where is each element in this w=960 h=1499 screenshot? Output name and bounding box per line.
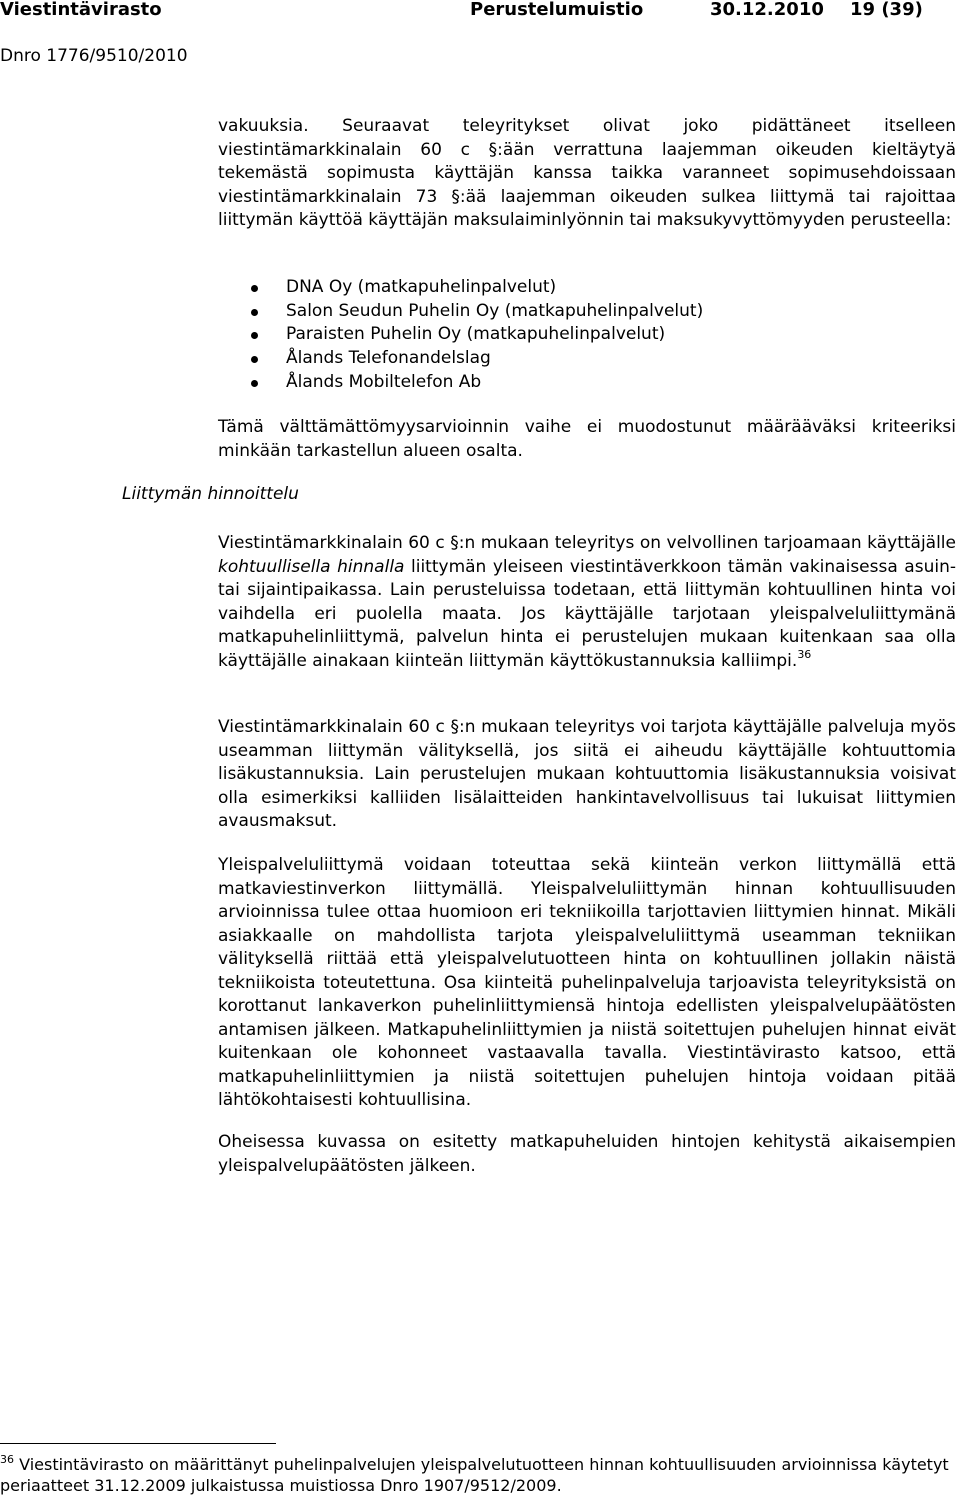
body-column-top: [218, 115, 956, 233]
page-header: [0, 0, 960, 20]
list-item: Salon Seudun Puhelin Oy (matkapuhelinpalvelut): [218, 300, 703, 324]
section-heading: Liittymän hinnoittelu: [122, 484, 299, 504]
intro-paragraph: vakuuksia. Seuraavat teleyritykset olivat joko pidättäneet itselleen viestintämarkkinalain 60 c §:ään verrattuna laajemman oikeuden kieltäytyä tekemästä sopimusta käyttäjän kanssa taikka varanneet sopimusehdoissaan viestintämarkkinalain 73 §:ää laajemman oikeuden sulkea liittymä tai rajoittaa liittymän käyttöä käyttäjän maksulaiminlyönnin tai maksukyvyttömyyden perusteella:: [218, 116, 956, 230]
header-organization: Viestintävirasto: [0, 0, 162, 20]
operator-list: [218, 276, 703, 395]
footnote-reference[interactable]: 36: [797, 647, 812, 661]
list-item: Paraisten Puhelin Oy (matkapuhelinpalvelut): [218, 323, 703, 347]
document-reference-number: Dnro 1776/9510/2010: [0, 46, 188, 66]
list-item: DNA Oy (matkapuhelinpalvelut): [218, 276, 703, 300]
footnote-text: Viestintävirasto on määrittänyt puhelinpalvelujen yleispalvelutuotteen hinnan kohtuullisuuden arvioinnissa käytetyt periaatteet 31.12.2009 julkaistussa muistiossa Dnro 1907/9512/2009.: [0, 1455, 949, 1495]
footnote-separator: [0, 1443, 276, 1444]
footnote-number: 36: [0, 1452, 14, 1466]
para1-text-after: liittymän yleiseen viestintäverkkoon tämän vakinaisessa asuin- tai sijaintipaikassa. Lain perusteluissa todetaan, että liittymän kohtuullinen hinta voi vaihdella eri puolella maata. Jos käyttäjälle tarjotaan yleispalveluliittymänä matkapuhelinliittymä, palvelun hinta ei perustelujen mukaan kuitenkaan saa olla käyttäjälle ainakaan kiinteän liittymän käyttökustannuksia kalliimpi.: [218, 556, 956, 671]
list-item: Ålands Telefonandelslag: [218, 347, 703, 371]
conclusion-block: [218, 416, 956, 463]
list-item: Ålands Mobiltelefon Ab: [218, 371, 703, 395]
para2-text: Viestintämarkkinalain 60 c §:n mukaan teleyritys voi tarjota käyttäjälle palveluja myös useamman liittymän välityksellä, jos siitä ei aiheudu käyttäjälle kohtuuttomia lisäkustannuksia. Lain perustelujen mukaan kohtuuttomia lisäkustannuksia voisivat olla esimerkiksi kalliiden lisälaitteiden hankintavelvollisuus tai lukuisat liittymien avausmaksut.: [218, 717, 956, 831]
pricing-paragraph-1: [218, 532, 956, 673]
para1-emphasis: kohtuullisella hinnalla: [218, 556, 405, 577]
pricing-paragraph-2: [218, 716, 956, 834]
para1-text-before: Viestintämarkkinalain 60 c §:n mukaan teleyritys on velvollinen tarjoamaan käyttäjälle: [218, 533, 956, 553]
header-document-type: Perustelumuistio: [470, 0, 644, 20]
pricing-paragraph-3: [218, 854, 956, 1113]
para3-text: Yleispalveluliittymä voidaan toteuttaa sekä kiinteän verkon liittymällä että matkaviestinverkon liittymällä. Yleispalveluliittymän hinnan kohtuullisuuden arvioinnissa tulee ottaa huomioon eri tekniikoilla tarjottavien liittymien hinnat. Mikäli asiakkaalle on mahdollista tarjota yleispalveluliittymä useamman tekniikan välityksellä riittää että yleispalvelutuotteen hinta on kohtuullinen jollakin näistä tekniikoista toteutettuna. Osa kiinteitä puhelinpalveluja tarjoavista teleyrityksistä on korottanut lankaverkon puhelinliittymiensä hintoja edellisten yleispalvelupäätösten antamisen jälkeen. Matkapuhelinliittymien ja niistä soitettujen puhelujen hinnat eivät kuitenkaan ole kohonneet vastaavalla tavalla. Viestintävirasto katsoo, että matkapuhelinliittymien ja niistä soitettujen puhelujen hintoja voidaan pitää lähtökohtaisesti kohtuullisina.: [218, 855, 956, 1110]
pricing-paragraph-4: [218, 1131, 956, 1178]
footnote: [0, 1454, 955, 1496]
header-page-number: 19 (39): [850, 0, 923, 20]
header-date: 30.12.2010: [710, 0, 824, 20]
conclusion-paragraph: Tämä välttämättömyysarvioinnin vaihe ei muodostunut määrääväksi kriteeriksi minkään tarkastellun alueen osalta.: [218, 417, 956, 461]
para4-text: Oheisessa kuvassa on esitetty matkapuheluiden hintojen kehitystä aikaisempien yleispalvelupäätösten jälkeen.: [218, 1132, 956, 1176]
